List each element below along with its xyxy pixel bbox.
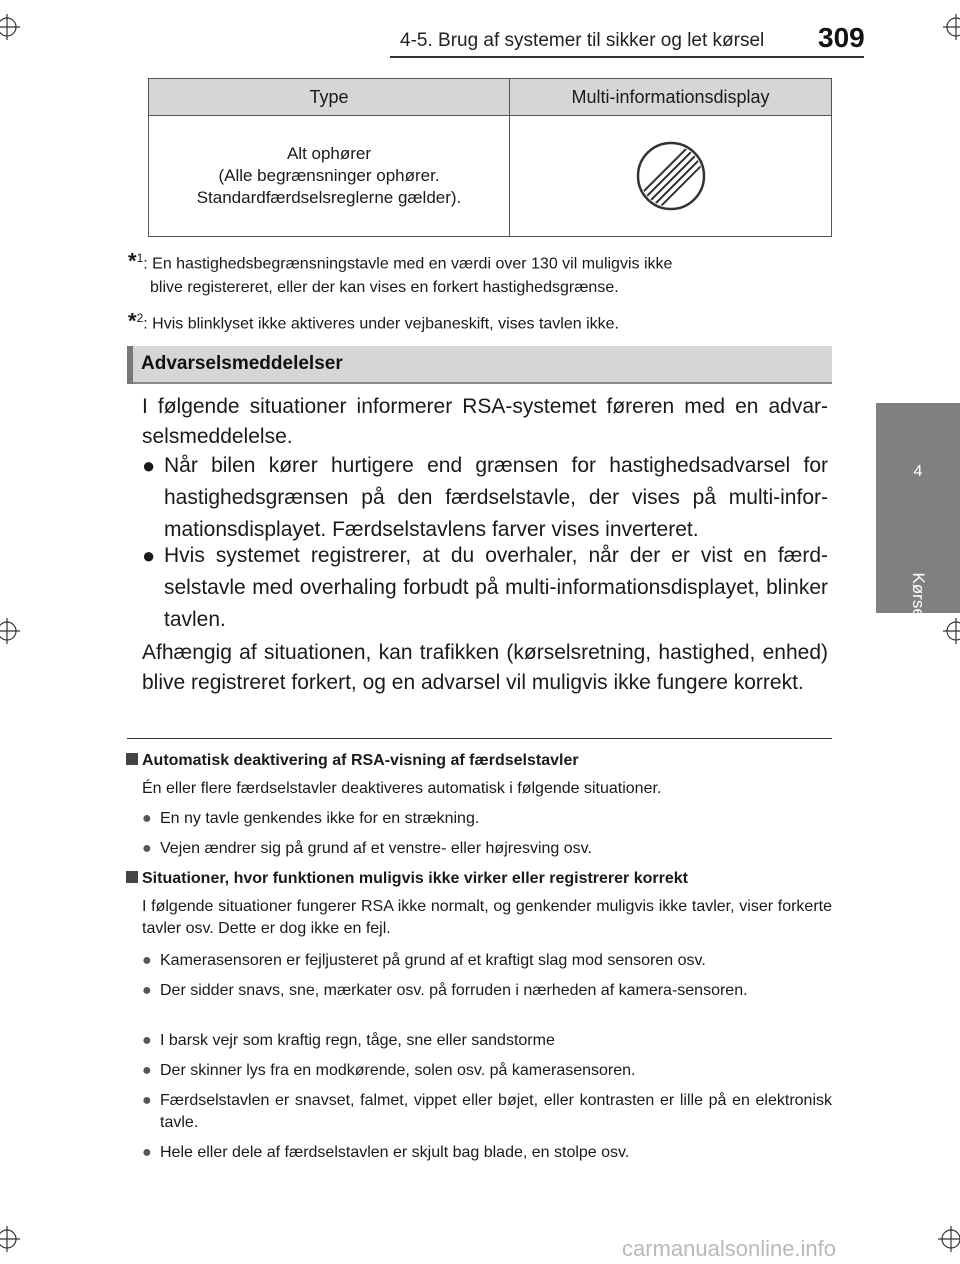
section-heading-text: Advarselsmeddelelser [141, 353, 343, 374]
sub-heading [126, 750, 832, 772]
list-item-text: Hvis systemet registrerer, at du overhaler, når der er vist en færd-selstavle med overhaling forbudt på multi-informationsdisplayet, blinker tavlen. [164, 544, 828, 631]
registration-mark-icon [938, 1226, 960, 1252]
footnote-number: 2 [136, 311, 144, 325]
bullet-dot-icon: ● [142, 453, 156, 478]
page-number: 309 [818, 22, 865, 53]
section-heading [127, 346, 832, 384]
footnote-star: * [128, 308, 137, 334]
bullet-dot-icon: ● [142, 1092, 152, 1109]
table-cell-icon [510, 116, 832, 237]
table-header-row [149, 79, 832, 116]
table-row [149, 116, 832, 237]
list-item-text: Der skinner lys fra en modkørende, solen osv. på kamerasensoren. [160, 1062, 636, 1079]
section-intro: I følgende situationer informerer RSA-systemet føreren med en advar-selsmeddelelse. [142, 395, 828, 448]
list-item-text: En ny tavle genkendes ikke for en strækning. [160, 810, 480, 827]
divider [127, 738, 832, 739]
chapter-label: Kørsel [909, 572, 928, 622]
footnote-number: 1 [136, 251, 144, 265]
footnote-1 [128, 246, 828, 300]
list-item-text: Der sidder snavs, sne, mærkater osv. på forruden i nærheden af kamera-sensoren. [160, 982, 748, 999]
registration-mark-icon [943, 14, 960, 40]
registration-mark-icon [0, 14, 20, 40]
registration-mark-icon [0, 618, 20, 644]
section-heading-bar [127, 346, 133, 384]
list-item [142, 808, 832, 830]
header-title: 4-5. Brug af systemer til sikker og let kørsel [400, 30, 765, 51]
list-item-text: Færdselstavlen er snavset, falmet, vippet eller bøjet, eller kontrasten er lille på en elektronisk tavle. [160, 1092, 832, 1131]
table-header-display: Multi-informationsdisplay [510, 79, 832, 116]
description-line: Standardfærdselsreglerne gælder). [196, 188, 462, 207]
bullet-dot-icon: ● [142, 543, 156, 568]
list-item [142, 1090, 832, 1134]
list-item-text: Når bilen kører hurtigere end grænsen for hastighedsadvarsel for hastighedsgrænsen på den færdselstavle, der vises på multi-infor-mationsdisplayet. Færdselstavlens farver vises inverteret. [164, 454, 828, 541]
table-cell-description [149, 116, 510, 237]
section-closing: Afhængig af situationen, kan trafikken (kørselsretning, hastighed, enhed) blive registreret forkert, og en advarsel vil muligvis ikke fungere korrekt. [142, 641, 828, 694]
list-item [142, 1030, 832, 1052]
square-bullet-icon [126, 753, 138, 765]
bullet-dot-icon: ● [142, 1144, 152, 1161]
list-item [142, 450, 828, 546]
list-item-text: Vejen ændrer sig på grund af et venstre- eller højresving osv. [160, 840, 592, 857]
header-rule [390, 56, 864, 58]
bullet-dot-icon: ● [142, 952, 152, 969]
bullet-dot-icon: ● [142, 1032, 152, 1049]
sub-heading-text: Situationer, hvor funktionen muligvis ikke virker eller registrerer korrekt [142, 870, 688, 887]
list-item [142, 838, 832, 860]
list-item-text: Hele eller dele af færdselstavlen er skjult bag blade, en stolpe osv. [160, 1144, 630, 1161]
bullet-dot-icon: ● [142, 982, 152, 999]
footnote-text: blive registereret, eller der kan vises en forkert hastighedsgrænse. [150, 279, 619, 297]
description-line: (Alle begrænsninger ophører. [218, 166, 440, 185]
list-item-text: I barsk vejr som kraftig regn, tåge, sne eller sandstorme [160, 1032, 555, 1049]
sign-type-table [148, 78, 832, 237]
list-item [142, 540, 828, 636]
registration-mark-icon [0, 1226, 20, 1252]
footnote-text: : En hastighedsbegrænsningstavle med en værdi over 130 vil muligvis ikke [143, 255, 673, 273]
list-item [142, 980, 832, 1002]
bullet-dot-icon: ● [142, 840, 152, 857]
sub-heading-text: Automatisk deaktivering af RSA-visning af færdselstavler [142, 752, 579, 769]
footnote-text: : Hvis blinklyset ikke aktiveres under vejbaneskift, vises tavlen ikke. [143, 315, 619, 333]
list-item [142, 1060, 832, 1082]
chapter-number: 4 [913, 463, 923, 480]
watermark: carmanualsonline.info [622, 1236, 837, 1261]
footnote-star: * [128, 248, 137, 274]
registration-mark-icon [943, 618, 960, 644]
bullet-dot-icon: ● [142, 810, 152, 827]
table-header-type: Type [149, 79, 510, 116]
sub-text: Én eller flere færdselstavler deaktiveres automatisk i følgende situationer. [142, 780, 662, 797]
list-item-text: Kamerasensoren er fejljusteret på grund af et kraftigt slag mod sensoren osv. [160, 952, 706, 969]
sub-heading [126, 868, 832, 890]
sub-text: I følgende situationer fungerer RSA ikke normalt, og genkender muligvis ikke tavler, viser forkerte tavler osv. Dette er dog ikke en fejl. [142, 898, 832, 937]
square-bullet-icon [126, 871, 138, 883]
bullet-dot-icon: ● [142, 1062, 152, 1079]
end-of-all-restrictions-sign-icon [635, 140, 707, 212]
list-item [142, 1142, 832, 1164]
description-line: Alt ophører [286, 144, 372, 163]
list-item [142, 950, 832, 972]
footnote-2 [128, 306, 828, 336]
